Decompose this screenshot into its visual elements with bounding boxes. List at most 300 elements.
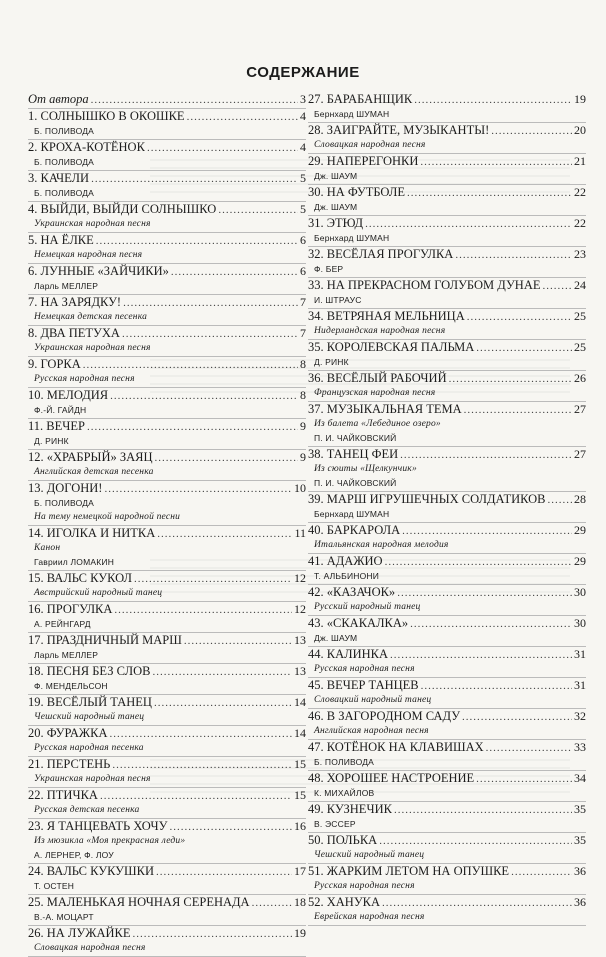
dot-leader xyxy=(112,759,292,771)
entry-title: 48. ХОРОШЕЕ НАСТРОЕНИЕ xyxy=(308,771,475,785)
entry-line xyxy=(308,833,586,850)
entry-line xyxy=(28,450,306,467)
entry-title: 8. ДВА ПЕТУХА xyxy=(28,326,120,340)
entry-line xyxy=(28,602,306,619)
entry-author: И. ШТРАУС xyxy=(314,295,362,305)
page-number: 4 xyxy=(300,109,306,123)
page-number: 29 xyxy=(574,554,586,568)
entry-line xyxy=(28,757,306,774)
dot-leader xyxy=(414,94,572,106)
page-title: СОДЕРЖАНИЕ xyxy=(246,64,360,81)
contents-entry xyxy=(308,371,586,402)
page-number: 3 xyxy=(300,92,306,106)
entry-line xyxy=(28,481,306,498)
contents-entry xyxy=(28,819,306,864)
entry-title: 39. МАРШ ИГРУШЕЧНЫХ СОЛДАТИКОВ xyxy=(308,492,546,506)
dot-leader xyxy=(420,156,572,168)
entry-title: 3. КАЧЕЛИ xyxy=(28,171,90,185)
dot-leader xyxy=(421,680,572,692)
entry-author: Б. ПОЛИВОДА xyxy=(34,498,95,508)
entry-line xyxy=(28,264,306,281)
entry-author: Ларль МЕЛЛЕР xyxy=(34,281,99,291)
entry-title: 21. ПЕРСТЕНЬ xyxy=(28,757,111,771)
entry-author: Б. ПОЛИВОДА xyxy=(314,757,375,767)
contents-entry xyxy=(28,357,306,388)
page-number: 7 xyxy=(300,326,306,340)
entry-title: 29. НАПЕРЕГОНКИ xyxy=(308,154,419,168)
entry-title: 33. НА ПРЕКРАСНОМ ГОЛУБОМ ДУНАЕ xyxy=(308,278,541,292)
entry-line xyxy=(28,388,306,405)
contents-entry xyxy=(28,419,306,450)
entry-line xyxy=(308,278,586,295)
page-number: 22 xyxy=(574,185,586,199)
entry-line xyxy=(28,864,306,881)
contents-entry xyxy=(308,833,586,864)
dot-leader xyxy=(152,666,292,678)
entry-title: 16. ПРОГУЛКА xyxy=(28,602,113,616)
contents-entry xyxy=(308,340,586,371)
entry-line xyxy=(308,740,586,757)
entry-title: 49. КУЗНЕЧИК xyxy=(308,802,392,816)
entry-author: Бернхард ШУМАН xyxy=(314,233,390,243)
page-number: 26 xyxy=(574,371,586,385)
contents-entry xyxy=(308,154,586,185)
page-number: 19 xyxy=(574,92,586,106)
entry-line xyxy=(308,554,586,571)
entry-note: Английская детская песенка xyxy=(34,467,154,477)
entry-line xyxy=(308,709,586,726)
entry-line xyxy=(28,819,306,836)
entry-author: Дж. ШАУМ xyxy=(314,633,358,643)
entry-title: 42. «КАЗАЧОК» xyxy=(308,585,396,599)
page-number: 12 xyxy=(294,571,306,585)
entry-title: 15. ВАЛЬС КУКОЛ xyxy=(28,571,132,585)
entry-author: Бернхард ШУМАН xyxy=(314,509,390,519)
entry-line xyxy=(28,664,306,681)
dot-leader xyxy=(394,804,572,816)
dot-leader xyxy=(410,618,572,630)
entry-title: 27. БАРАБАНЩИК xyxy=(308,92,413,106)
dot-leader xyxy=(218,204,298,216)
dot-leader xyxy=(122,328,298,340)
entry-line xyxy=(308,802,586,819)
page-number: 6 xyxy=(300,264,306,278)
entry-title: 10. МЕЛОДИЯ xyxy=(28,388,109,402)
entry-title: 40. БАРКАРОЛА xyxy=(308,523,401,537)
entry-note: Русская народная песенка xyxy=(34,743,144,753)
contents-entry xyxy=(28,233,306,264)
entry-note: Канон xyxy=(34,543,61,553)
contents-entry xyxy=(308,678,586,709)
entry-title: 11. ВЕЧЕР xyxy=(28,419,85,433)
entry-divider xyxy=(308,925,586,926)
page-number: 10 xyxy=(294,481,306,495)
entry-note: Русский народный танец xyxy=(314,602,421,612)
entry-title: 52. ХАНУКА xyxy=(308,895,381,909)
page-number: 23 xyxy=(574,247,586,261)
contents-entry xyxy=(308,647,586,678)
entry-title: 24. ВАЛЬС КУКУШКИ xyxy=(28,864,154,878)
contents-entry xyxy=(308,402,586,447)
page-number: 27 xyxy=(574,402,586,416)
contents-entry xyxy=(28,664,306,695)
contents-entry xyxy=(308,309,586,340)
entry-title: 47. КОТЁНОК НА КЛАВИШАХ xyxy=(308,740,484,754)
page-number: 35 xyxy=(574,833,586,847)
dot-leader xyxy=(155,452,299,464)
page-number: 25 xyxy=(574,309,586,323)
page-number: 31 xyxy=(574,678,586,692)
entry-title: 5. НА ЁЛКЕ xyxy=(28,233,94,247)
dot-leader xyxy=(462,711,572,723)
entry-note: Немецкая народная песня xyxy=(34,250,143,260)
dot-leader xyxy=(187,111,298,123)
entry-note: Словацкий народный танец xyxy=(314,695,432,705)
page-number: 7 xyxy=(300,295,306,309)
entry-author: Гавриил ЛОМАКИН xyxy=(34,557,115,567)
page-number: 4 xyxy=(300,140,306,154)
page-number: 33 xyxy=(574,740,586,754)
entry-note: Украинская народная песня xyxy=(34,219,151,229)
entry-author: Дж. ШАУМ xyxy=(314,171,358,181)
contents-entry xyxy=(28,450,306,481)
dot-leader xyxy=(134,573,292,585)
page-number: 30 xyxy=(574,616,586,630)
dot-leader xyxy=(365,218,572,230)
entry-line xyxy=(308,585,586,602)
entry-title: 36. ВЕСЁЛЫЙ РАБОЧИЙ xyxy=(308,371,447,385)
page-number: 36 xyxy=(574,895,586,909)
entry-line xyxy=(28,109,306,126)
dot-leader xyxy=(91,173,298,185)
contents-entry xyxy=(308,492,586,523)
entry-note: Украинская народная песня xyxy=(34,343,151,353)
dot-leader xyxy=(407,187,572,199)
dot-leader xyxy=(476,773,572,785)
page-number: 14 xyxy=(294,726,306,740)
contents-entry xyxy=(28,633,306,664)
entry-note: Чешский народный танец xyxy=(34,712,145,722)
page-number: 21 xyxy=(574,154,586,168)
entry-title: 18. ПЕСНЯ БЕЗ СЛОВ xyxy=(28,664,151,678)
dot-leader xyxy=(87,421,298,433)
entry-line xyxy=(28,926,306,943)
contents-entry xyxy=(308,278,586,309)
entry-note: Словацкая народная песня xyxy=(314,140,426,150)
page-number: 8 xyxy=(300,388,306,402)
entry-title: 32. ВЕСЁЛАЯ ПРОГУЛКА xyxy=(308,247,454,261)
entry-author: Б. ПОЛИВОДА xyxy=(34,126,95,136)
entry-title: 1. СОЛНЫШКО В ОКОШКЕ xyxy=(28,109,185,123)
dot-leader xyxy=(467,311,572,323)
contents-entry xyxy=(28,695,306,726)
entry-title: 22. ПТИЧКА xyxy=(28,788,98,802)
dot-leader xyxy=(455,249,572,261)
entry-line xyxy=(308,864,586,881)
entry-line xyxy=(308,309,586,326)
page-number: 17 xyxy=(294,864,306,878)
page-number: 30 xyxy=(574,585,586,599)
entry-line xyxy=(28,695,306,712)
entry-line xyxy=(308,247,586,264)
dot-leader xyxy=(402,525,572,537)
dot-leader xyxy=(157,528,292,540)
dot-leader xyxy=(543,280,573,292)
contents-entry xyxy=(28,726,306,757)
contents-column-right xyxy=(308,92,586,926)
page-number: 22 xyxy=(574,216,586,230)
entry-line xyxy=(308,647,586,664)
entry-line xyxy=(308,92,586,109)
entry-line xyxy=(308,216,586,233)
entry-line xyxy=(28,326,306,343)
contents-entry xyxy=(28,109,306,140)
entry-line xyxy=(28,140,306,157)
entry-title: 26. НА ЛУЖАЙКЕ xyxy=(28,926,131,940)
entry-line xyxy=(308,185,586,202)
dot-leader xyxy=(96,235,298,247)
entry-line xyxy=(308,447,586,464)
entry-author: Бернхард ШУМАН xyxy=(314,109,390,119)
page-number: 18 xyxy=(294,895,306,909)
page-number: 13 xyxy=(294,664,306,678)
contents-entry xyxy=(28,481,306,526)
contents-entry xyxy=(308,247,586,278)
entry-line xyxy=(308,895,586,912)
entry-title: 45. ВЕЧЕР ТАНЦЕВ xyxy=(308,678,419,692)
entry-title: 51. ЖАРКИМ ЛЕТОМ НА ОПУШКЕ xyxy=(308,864,510,878)
dot-leader xyxy=(83,359,298,371)
entry-note: Из балета «Лебединое озеро» xyxy=(314,419,441,429)
entry-line xyxy=(28,202,306,219)
entry-title: От автора xyxy=(28,92,89,106)
entry-line xyxy=(308,371,586,388)
entry-title: 25. МАЛЕНЬКАЯ НОЧНАЯ СЕРЕНАДА xyxy=(28,895,250,909)
dot-leader xyxy=(100,790,292,802)
entry-author: Б. ПОЛИВОДА xyxy=(34,157,95,167)
contents-entry xyxy=(308,92,586,123)
entry-note: Немецкая детская песенка xyxy=(34,312,148,322)
entry-author: П. И. ЧАЙКОВСКИЙ xyxy=(314,433,397,443)
entry-title: 43. «СКАКАЛКА» xyxy=(308,616,409,630)
page-number: 9 xyxy=(300,419,306,433)
dot-leader xyxy=(486,742,572,754)
entry-title: 35. КОРОЛЕВСКАЯ ПАЛЬМА xyxy=(308,340,475,354)
contents-entry xyxy=(308,554,586,585)
entry-title: 31. ЭТЮД xyxy=(308,216,364,230)
contents-entry xyxy=(28,92,306,109)
entry-author: Д. РИНК xyxy=(314,357,349,367)
page-number: 24 xyxy=(574,278,586,292)
entry-author: Ф. БЕР xyxy=(314,264,344,274)
dot-leader xyxy=(184,635,292,647)
contents-entry xyxy=(308,447,586,492)
dot-leader xyxy=(491,125,572,137)
dot-leader xyxy=(400,449,572,461)
dot-leader xyxy=(382,897,572,909)
entry-line xyxy=(28,571,306,588)
contents-entry xyxy=(28,526,306,571)
contents-entry xyxy=(308,709,586,740)
entry-line xyxy=(28,526,306,543)
entry-note: Итальянская народная мелодия xyxy=(314,540,449,550)
page-number: 5 xyxy=(300,171,306,185)
entry-note: Еврейская народная песня xyxy=(314,912,425,922)
contents-entry xyxy=(308,216,586,247)
entry-note: Английская народная песня xyxy=(314,726,429,736)
page-number: 25 xyxy=(574,340,586,354)
entry-line xyxy=(28,295,306,312)
contents-entry xyxy=(28,864,306,895)
entry-title: 14. ИГОЛКА И НИТКА xyxy=(28,526,156,540)
page-number: 14 xyxy=(294,695,306,709)
entry-line xyxy=(28,92,306,109)
page-number: 32 xyxy=(574,709,586,723)
entry-author: А. ЛЕРНЕР, Ф. ЛОУ xyxy=(34,850,114,860)
entry-title: 7. НА ЗАРЯДКУ! xyxy=(28,295,122,309)
entry-author: Д. РИНК xyxy=(34,436,69,446)
contents-entry xyxy=(28,264,306,295)
dot-leader xyxy=(464,404,572,416)
entry-title: 28. ЗАИГРАЙТЕ, МУЗЫКАНТЫ! xyxy=(308,123,490,137)
entry-line xyxy=(28,895,306,912)
entry-author: Т. ОСТЕН xyxy=(34,881,75,891)
dot-leader xyxy=(397,587,572,599)
page-number: 28 xyxy=(574,492,586,506)
page-number: 13 xyxy=(294,633,306,647)
page-number: 19 xyxy=(294,926,306,940)
contents-entry xyxy=(28,202,306,233)
entry-title: 46. В ЗАГОРОДНОМ САДУ xyxy=(308,709,461,723)
entry-title: 17. ПРАЗДНИЧНЫЙ МАРШ xyxy=(28,633,182,647)
dot-leader xyxy=(171,266,298,278)
entry-author: В.-А. МОЦАРТ xyxy=(34,912,94,922)
entry-line xyxy=(28,233,306,250)
entry-author: Ф.-Й. ГАЙДН xyxy=(34,405,87,415)
contents-entry xyxy=(308,864,586,895)
entry-note: Чешский народный танец xyxy=(314,850,425,860)
entry-note: Нидерландская народная песня xyxy=(314,326,446,336)
entry-title: 44. КАЛИНКА xyxy=(308,647,389,661)
dot-leader xyxy=(548,494,573,506)
entry-author: В. ЭССЕР xyxy=(314,819,356,829)
entry-note: На тему немецкой народной песни xyxy=(34,512,181,522)
dot-leader xyxy=(511,866,572,878)
entry-line xyxy=(308,340,586,357)
entry-title: 20. ФУРАЖКА xyxy=(28,726,108,740)
dot-leader xyxy=(449,373,572,385)
entry-line xyxy=(28,419,306,436)
page-number: 15 xyxy=(294,757,306,771)
contents-entry xyxy=(28,602,306,633)
dot-leader xyxy=(154,697,292,709)
dot-leader xyxy=(110,390,298,402)
dot-leader xyxy=(109,728,292,740)
entry-author: Ларль МЕЛЛЕР xyxy=(34,650,99,660)
dot-leader xyxy=(114,604,292,616)
page-number: 6 xyxy=(300,233,306,247)
dot-leader xyxy=(169,821,292,833)
page-number: 15 xyxy=(294,788,306,802)
page-number: 11 xyxy=(294,526,306,540)
page-number: 8 xyxy=(300,357,306,371)
entry-title: 13. ДОГОНИ! xyxy=(28,481,103,495)
page-number: 31 xyxy=(574,647,586,661)
page-number: 34 xyxy=(574,771,586,785)
entry-author: Ф. МЕНДЕЛЬСОН xyxy=(34,681,108,691)
entry-line xyxy=(308,678,586,695)
entry-title: 4. ВЫЙДИ, ВЫЙДИ СОЛНЫШКО xyxy=(28,202,217,216)
entry-note: Русская детская песенка xyxy=(34,805,140,815)
entry-title: 2. КРОХА-КОТЁНОК xyxy=(28,140,145,154)
entry-note: Словацкая народная песня xyxy=(34,943,146,953)
entry-note: Австрийский народный танец xyxy=(34,588,163,598)
page-number: 9 xyxy=(300,450,306,464)
contents-entry xyxy=(308,123,586,154)
entry-title: 9. ГОРКА xyxy=(28,357,81,371)
entry-line xyxy=(308,771,586,788)
entry-line xyxy=(308,402,586,419)
contents-entry xyxy=(28,757,306,788)
entry-title: 41. АДАЖИО xyxy=(308,554,383,568)
entry-title: 23. Я ТАНЦЕВАТЬ ХОЧУ xyxy=(28,819,168,833)
dot-leader xyxy=(147,142,298,154)
contents-entry xyxy=(308,616,586,647)
contents-column-left xyxy=(28,92,306,957)
dot-leader xyxy=(123,297,298,309)
entry-line xyxy=(308,123,586,140)
contents-entry xyxy=(308,523,586,554)
contents-entry xyxy=(308,802,586,833)
dot-leader xyxy=(385,556,572,568)
dot-leader xyxy=(132,928,292,940)
page-number: 12 xyxy=(294,602,306,616)
dot-leader xyxy=(156,866,292,878)
dot-leader xyxy=(476,342,572,354)
entry-line xyxy=(28,357,306,374)
entry-author: К. МИХАЙЛОВ xyxy=(314,788,375,798)
contents-entry xyxy=(308,585,586,616)
page-number: 35 xyxy=(574,802,586,816)
entry-line xyxy=(308,492,586,509)
contents-entry xyxy=(28,326,306,357)
entry-title: 19. ВЕСЁЛЫЙ ТАНЕЦ xyxy=(28,695,152,709)
dot-leader xyxy=(91,94,298,106)
page-number: 29 xyxy=(574,523,586,537)
entry-note: Русская народная песня xyxy=(34,374,135,384)
entry-line xyxy=(28,788,306,805)
entry-line xyxy=(28,726,306,743)
entry-line xyxy=(28,171,306,188)
contents-entry xyxy=(28,171,306,202)
contents-entry xyxy=(308,740,586,771)
entry-author: А. РЕЙНГАРД xyxy=(34,619,91,629)
page-number: 36 xyxy=(574,864,586,878)
entry-note: Русская народная песня xyxy=(314,881,415,891)
page-number: 16 xyxy=(294,819,306,833)
entry-note: Украинская народная песня xyxy=(34,774,151,784)
entry-note: Русская народная песня xyxy=(314,664,415,674)
entry-title: 34. ВЕТРЯНАЯ МЕЛЬНИЦА xyxy=(308,309,465,323)
entry-author: Дж. ШАУМ xyxy=(314,202,358,212)
entry-title: 38. ТАНЕЦ ФЕИ xyxy=(308,447,399,461)
entry-title: 12. «ХРАБРЫЙ» ЗАЯЦ xyxy=(28,450,153,464)
contents-entry xyxy=(28,926,306,957)
entry-note: Французская народная песня xyxy=(314,388,436,398)
contents-entry xyxy=(28,295,306,326)
entry-line xyxy=(308,154,586,171)
contents-entry xyxy=(28,140,306,171)
